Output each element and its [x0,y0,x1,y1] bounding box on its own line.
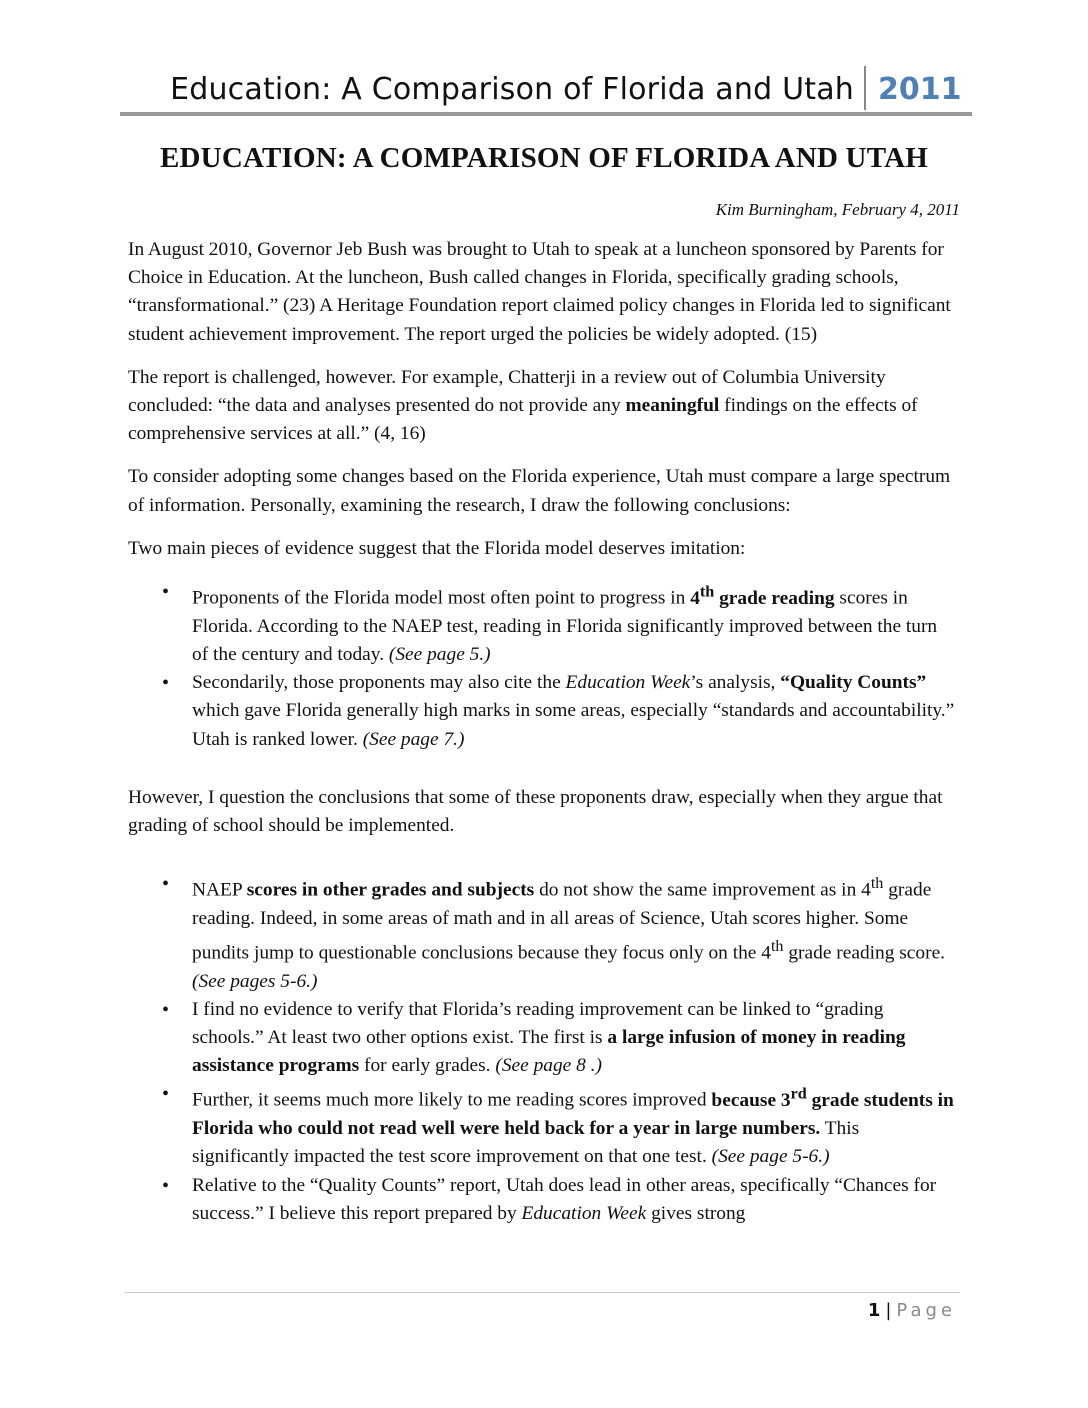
byline: Kim Burningham, February 4, 2011 [715,200,960,219]
header-rule [120,112,972,116]
publication-name: Education Week [565,672,691,694]
page-reference: (See page 5-6.) [711,1146,830,1168]
text: which gave Florida generally high marks in some areas, especially “standards and accountability.” Utah is ranked lower. [192,700,955,750]
text: scores in Florida. According to the NAEP test, reading in Florida significantly improved between the turn of the century and today. [192,587,938,665]
emphasis-meaningful: meaningful [625,395,720,417]
footer-separator: | [885,1300,892,1321]
paragraph-challenge [128,364,958,449]
page-footer [868,1300,956,1321]
emphasis: because 3rd grade students in Florida who could not read well were held back for a year in large numbers. [192,1085,954,1140]
page-reference: (See pages 5-6.) [192,970,318,992]
paragraph-intro: In August 2010, Governor Jeb Bush was brought to Utah to speak at a luncheon sponsored by Parents for Choice in Education. At the luncheon, Bush called changes in Florida, specifically grading schools, “transformational.” (23) A Heritage Foundation report claimed policy changes in Florida led to significant student achievement improvement. The report urged the policies be widely adopted. (15) [128,239,951,345]
list-item: • NAEP scores in other grades and subjects do not show the same improvement as in 4th grade reading. Indeed, in some areas of math and in all areas of Science, Utah scores higher. Some pundits jump to questionable conclusions because they focus only on the 4th grade reading score. (See pages 5-6.) [128,870,958,996]
list-item: • I find no evidence to verify that Florida’s reading improvement can be linked to “grading schools.” At least two other options exist. The first is a large infusion of money in reading assistance programs for early grades. (See page 8 .) [128,996,958,1081]
header-title: Education: A Comparison of Florida and Utah [170,72,854,107]
emphasis: a large infusion of money in reading assistance programs [192,1027,906,1077]
evidence-list [128,578,958,754]
paragraph-evidence: Two main pieces of evidence suggest that the Florida model deserves imitation: [128,537,746,559]
page-reference: (See page 5.) [388,643,491,665]
page-label: Page [896,1300,956,1321]
text: The report is challenged, however. For example, Chatterji in a review out of Columbia University concluded: “the data and analyses presented do not provide any [128,366,886,417]
page-reference: (See page 7.) [362,728,465,750]
text: Secondarily, those proponents may also cite the [192,672,566,694]
list-item: • Further, it seems much more likely to me reading scores improved because 3rd grade students in Florida who could not read well were held back for a year in large numbers. This significantly impacted the test score improvement on that one test. (See page 5-6.) [128,1080,958,1171]
header-separator [864,66,866,110]
page-header [120,62,972,114]
text: findings on the effects of comprehensive services at all.” (4, 16) [128,395,918,445]
list-item: • Relative to the “Quality Counts” report, Utah does lead in other areas, specifically “Chances for success.” I believe this report prepared by Education Week gives strong [128,1172,958,1228]
paragraph-question: However, I question the conclusions that some of these proponents draw, especially when they argue that grading of school should be implemented. [128,786,943,836]
text: ’s analysis, [690,672,781,694]
list-item [128,578,958,669]
document-title: EDUCATION: A COMPARISON OF FLORIDA AND UTAH [159,142,928,174]
document-body [128,236,958,1250]
footer-rule [124,1292,960,1293]
publication-name: Education Week [521,1202,647,1224]
page-number: 1 [867,1300,881,1321]
emphasis: scores in other grades and subjects [246,879,535,901]
text: Proponents of the Florida model most often point to progress in [192,587,691,609]
emphasis: 4th grade reading [690,583,835,609]
counterpoint-list [128,870,958,1228]
header-year: 2011 [878,72,962,107]
paragraph-consider: To consider adopting some changes based on the Florida experience, Utah must compare a large spectrum of information. Personally, examining the research, I draw the following conclusions: [128,466,951,516]
list-item [128,669,958,754]
page-reference: (See page 8 .) [495,1055,602,1077]
emphasis-quality-counts: “Quality Counts” [780,672,927,694]
